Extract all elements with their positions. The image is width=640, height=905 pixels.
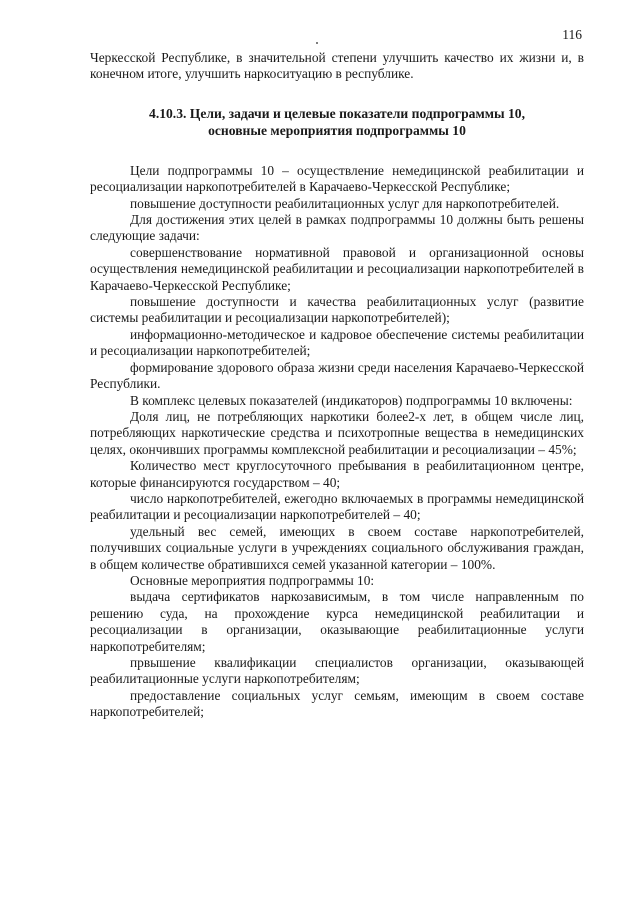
paragraph-tasks-intro: Для достижения этих целей в рамках подпрограммы 10 должны быть решены следующие задачи:: [90, 212, 584, 244]
section-heading-line-2: основные мероприятия подпрограммы 10: [208, 122, 466, 138]
paragraph-indicator-3: число наркопотребителей, ежегодно включаемых в программы немедицинской реабилитации и ресоциализации наркопотребителей – 40;: [90, 490, 584, 523]
paragraph-measures-intro: Основные мероприятия подпрограммы 10:: [130, 572, 375, 588]
paragraph-indicator-1: Доля лиц, не потребляющих наркотики более2-х лет, в общем числе лиц, потребляющих наркотические средства и психотропные вещества в немедицинских целях, окончивших программы комплексной реабилитации и ресоциализации – 45%;: [90, 408, 584, 457]
paragraph-measure-2: првышение квалификации специалистов организации, оказывающей реабилитационные услуги наркопотребителям;: [90, 655, 584, 687]
paragraph-indicators-intro: В комплекс целевых показателей (индикаторов) подпрограммы 10 включены:: [130, 392, 573, 408]
page-number: 116: [562, 27, 582, 42]
paragraph-measure-3: предоставление социальных услуг семьям, имеющим в своем составе наркопотребителей;: [90, 687, 584, 720]
paragraph-goals: Цели подпрограммы 10 – осуществление немедицинской реабилитации и ресоциализации наркопотребителей в Карачаево-Черкесской Республике;: [90, 162, 584, 195]
scan-speck: [316, 42, 318, 44]
paragraph-task-4: формирование здорового образа жизни среди населения Карачаево-Черкесской Республики.: [90, 359, 584, 392]
paragraph-task-1: совершенствование нормативной правовой и организационной основы осуществления немедицинской реабилитации и ресоциализации наркопотребителей в Карачаево-Черкесской Республике;: [90, 244, 584, 293]
document-body: [90, 50, 584, 721]
paragraph-measure-1: выдача сертификатов наркозависимым, в том числе направленным по решению суда, на прохождение курса немедицинской реабилитации и ресоциализации в организации, оказывающие реабилитационные услуги наркопотребителям;: [90, 589, 584, 654]
paragraph-goal-access: повышение доступности реабилитационных услуг для наркопотребителей.: [130, 195, 560, 211]
paragraph-task-3: информационно-методическое и кадровое обеспечение системы реабилитации и ресоциализации наркопотребителей;: [90, 326, 584, 359]
paragraph-indicator-4: удельный вес семей, имеющих в своем составе наркопотребителей, получивших социальные услуги в учреждениях социального обслуживания граждан, в общем количестве обратившихся семей указанной категории – 100%.: [90, 523, 584, 572]
intro-paragraph: Черкесской Республике, в значительной степени улучшить качество их жизни и, в конечном итоге, улучшить наркоситуацию в республике.: [90, 50, 584, 82]
paragraph-task-2: повышение доступности и качества реабилитационных услуг (развитие системы реабилитации и ресоциализации наркопотребителей);: [90, 294, 584, 326]
section-heading: [90, 105, 584, 139]
paragraph-indicator-2: Количество мест круглосуточного пребывания в реабилитационном центре, которые финансируются государством – 40;: [90, 458, 584, 490]
section-heading-line-1: 4.10.3. Цели, задачи и целевые показатели подпрограммы 10,: [149, 105, 525, 121]
